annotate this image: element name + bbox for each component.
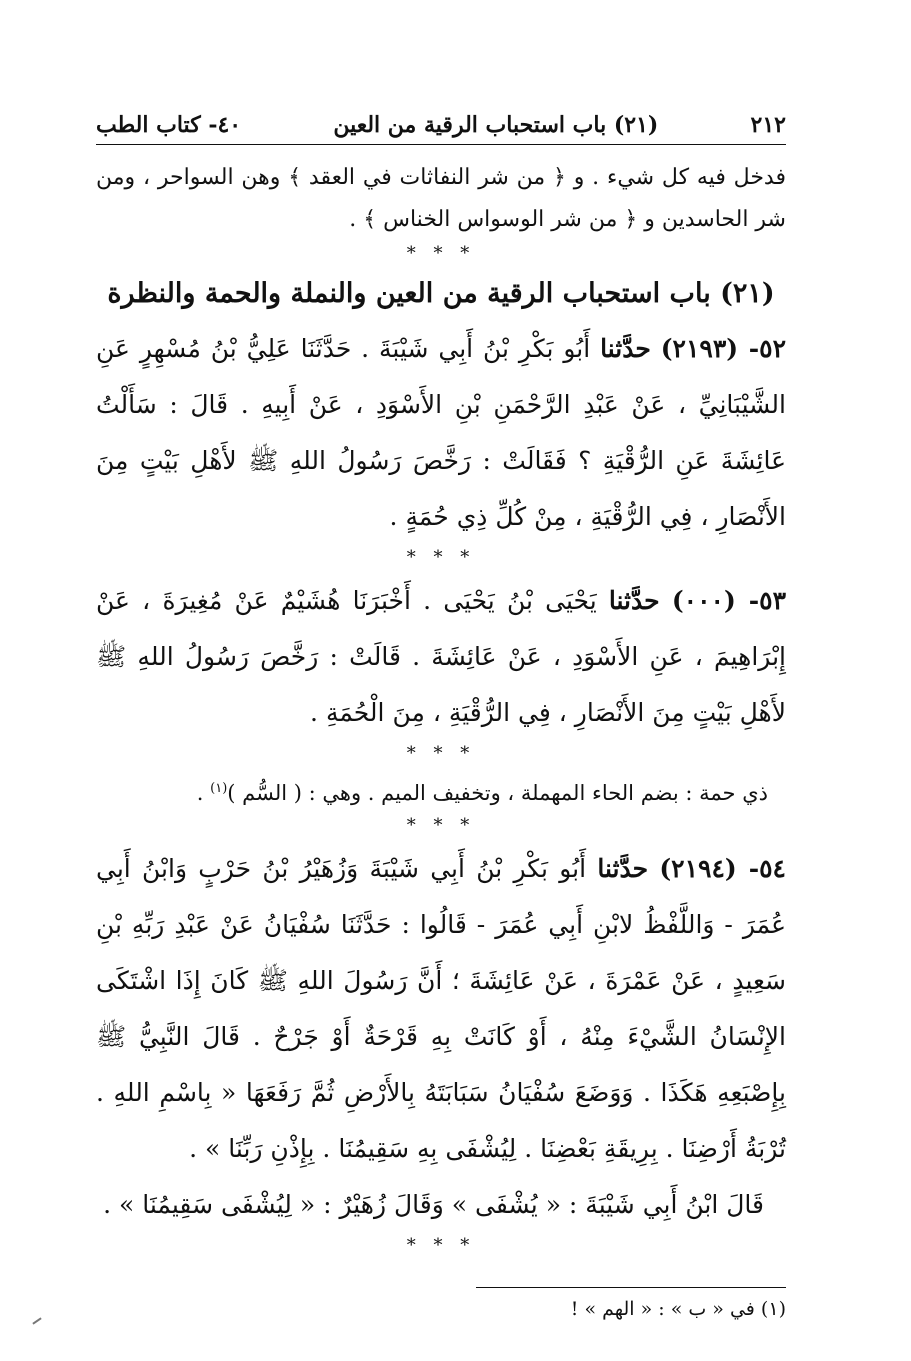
chapter-title: (٢١) باب استحباب الرقية من العين xyxy=(333,112,659,138)
footnote: (١) في « ب » : « الهم » ! xyxy=(570,1298,786,1320)
hadith-text: يَحْيَى بْنُ يَحْيَى . أَخْبَرَنَا هُشَيْمٌ عَنْ مُغِيرَةَ ، عَنْ إِبْرَاهِيمَ ، عَنِ الأَسْوَدِ ، عَنْ عَائِشَةَ . قَالَتْ : رَخَّصَ رَسُولُ اللهِ ﷺ لأَهْلِ بَيْتٍ مِنَ الأَنْصَارِ ، فِي الرُّقْيَةِ ، مِنَ الْحُمَةِ . xyxy=(96,586,786,727)
gloss-end: . xyxy=(196,781,211,805)
book-page xyxy=(96,112,786,1324)
hadith-53 xyxy=(96,573,786,741)
footnote-divider xyxy=(476,1287,786,1288)
running-header xyxy=(96,112,786,145)
hadith-text: أَبُو بَكْرِ بْنُ أَبِي شَيْبَةَ وَزُهَيْرُ بْنُ حَرْبٍ وَابْنُ أَبِي عُمَرَ - وَاللَّفْظُ لابْنِ أَبِي عُمَرَ - قَالُوا : حَدَّثَنَا سُفْيَانُ عَنْ عَبْدِ رَبِّهِ بْنِ سَعِيدٍ ، عَنْ عَمْرَةَ ، عَنْ عَائِشَةَ ؛ أَنَّ رَسُولَ اللهِ ﷺ كَانَ إِذَا اشْتَكَى الإِنْسَانُ الشَّيْءَ مِنْهُ ، أَوْ كَانَتْ بِهِ قَرْحَةٌ أَوْ جَرْحٌ . قَالَ النَّبِيُّ ﷺ بِإِصْبَعِهِ هَكَذَا . وَوَضَعَ سُفْيَانُ سَبَابَتَهُ بِالأَرْضِ ثُمَّ رَفَعَهَا « بِاسْمِ اللهِ . تُرْبَةُ أَرْضِنَا . بِرِيقَةِ بَعْضِنَا . لِيُشْفَى بِهِ سَقِيمُنَا . بِإِذْنِ رَبِّنَا » . xyxy=(96,854,786,1163)
asterism-divider: * * * xyxy=(406,547,476,568)
section-heading: (٢١) باب استحباب الرقية من العين والنملة والحمة والنظرة xyxy=(107,278,775,309)
hadith-number: ٥٣- (٠٠٠) xyxy=(671,586,786,615)
asterism-divider: * * * xyxy=(406,815,476,836)
gloss-note xyxy=(96,769,786,813)
gloss-text: ذي حمة : بضم الحاء المهملة ، وتخفيف الميم . وهي : ( السُّم ) xyxy=(227,781,768,805)
hadith-54 xyxy=(96,841,786,1177)
asterism-divider: * * * xyxy=(406,743,476,764)
asterism-divider: * * * xyxy=(406,243,476,264)
hadith-keyword: حدَّثنا xyxy=(597,854,649,883)
footnote-reference: (١) xyxy=(210,781,228,796)
scan-mark xyxy=(32,1317,41,1324)
hadith-keyword: حدَّثنا xyxy=(608,586,660,615)
hadith-number: ٥٢- (٢١٩٣) xyxy=(660,334,786,363)
hadith-54-continuation: قَالَ ابْنُ أَبِي شَيْبَةَ : « يُشْفَى » وَقَالَ زُهَيْرٌ : « لِيُشْفَى سَقِيمُنَا » . xyxy=(103,1190,764,1219)
hadith-keyword: حدَّثنا xyxy=(600,334,651,363)
hadith-number: ٥٤- (٢١٩٤) xyxy=(659,854,786,883)
intro-paragraph: فدخل فيه كل شيء . و ﴿ من شر النفاثات في العقد ﴾ وهن السواحر ، ومن شر الحاسدين و ﴿ من شر الوسواس الخناس ﴾ . xyxy=(96,165,786,232)
hadith-text: أَبُو بَكْرِ بْنُ أَبِي شَيْبَةَ . حَدَّثَنَا عَلِيُّ بْنُ مُسْهِرٍ عَنِ الشَّيْبَانِيِّ ، عَنْ عَبْدِ الرَّحْمَنِ بْنِ الأَسْوَدِ ، عَنْ أَبِيهِ . قَالَ : سَأَلْتُ عَائِشَةَ عَنِ الرُّقْيَةِ ؟ فَقَالَتْ : رَخَّصَ رَسُولُ اللهِ ﷺ لأَهْلِ بَيْتٍ مِنَ الأَنْصَارِ ، فِي الرُّقْيَةِ ، مِنْ كُلِّ ذِي حُمَةٍ . xyxy=(96,334,786,531)
asterism-divider: * * * xyxy=(406,1235,476,1256)
page-number: ٢١٢ xyxy=(750,112,786,138)
book-title: ٤٠- كتاب الطب xyxy=(96,112,242,138)
hadith-52 xyxy=(96,321,786,545)
